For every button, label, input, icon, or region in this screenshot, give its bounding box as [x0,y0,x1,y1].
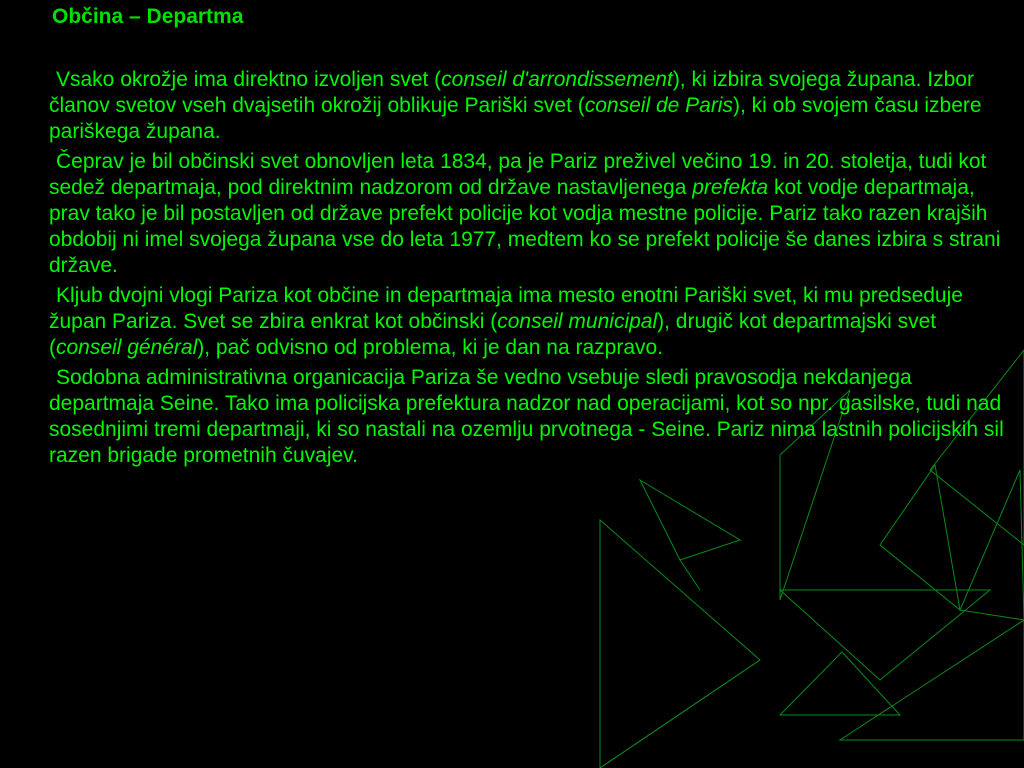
paragraph-text: ), pač odvisno od problema, ki je dan na razpravo. [197,336,664,359]
decor-triangle [780,652,900,715]
decor-triangle [600,520,760,768]
italic-term: conseil municipal [497,310,658,333]
slide-body [49,67,1011,473]
decor-line [680,560,700,590]
paragraph-text: kot vodje departmaja, prav tako je bil postavljen od države prefekt policije kot vodja mestne policije. Pariz tako razen krajših obdobij ni imel svojega župana vse do leta 1977, medtem ko se prefekt policije še danes izbira s strani države. [49,176,1001,277]
paragraph-dual-role-council [49,283,1011,361]
decor-triangle [880,465,960,610]
decor-triangle [960,470,1024,620]
decor-triangle [640,480,740,560]
paragraph-text: Kljub dvojni vlogi Pariza kot občine in departmaja ima mesto enotni Pariški svet, ki mu predseduje župan Pariza. Svet se zbira enkrat kot občinski ( [49,284,963,333]
italic-term: conseil général [56,336,198,359]
decor-line [600,660,760,768]
paragraph-arrondissement-councils [49,67,1011,145]
paragraph-text: Vsako okrožje ima direktno izvoljen svet ( [56,68,442,91]
paragraph-text: Čeprav je bil občinski svet obnovljen leta 1834, pa je Pariz preživel večino 19. in 20. stoletja, tudi kot sedež departmaja, pod direktnim nadzorom od države nastavljenega [49,150,987,199]
paragraph-text: Sodobna administrativna organicacija Pariza še vedno vsebuje sledi pravosodja nekdanjega departmaja Seine. Tako ima policijska prefektura nadzor nad operacijami, kot so npr. gasilske, tudi nad sosednjimi tremi departmaji, ki so nastali na ozemlju prvotnega - Seine. Pariz nima lastnih policijskih sil razen brigade prometnih čuvajev. [49,366,1004,467]
italic-term: conseil de Paris [584,94,733,117]
paragraph-text: ), drugič kot departmajski svet ( [49,310,937,359]
paragraph-text: ), ki ob svojem času izbere pariškega župana. [49,94,982,143]
paragraph-modern-administration [49,365,1011,469]
italic-term: conseil d'arrondissement [441,68,673,91]
paragraph-state-control-history [49,149,1011,279]
slide-title: Občina – Departma [52,5,244,28]
paragraph-text: ), ki izbira svojega župana. Izbor članov svetov vseh dvajsetih okrožij oblikuje Pariški svet ( [49,68,974,117]
italic-term: prefekta [692,176,769,199]
